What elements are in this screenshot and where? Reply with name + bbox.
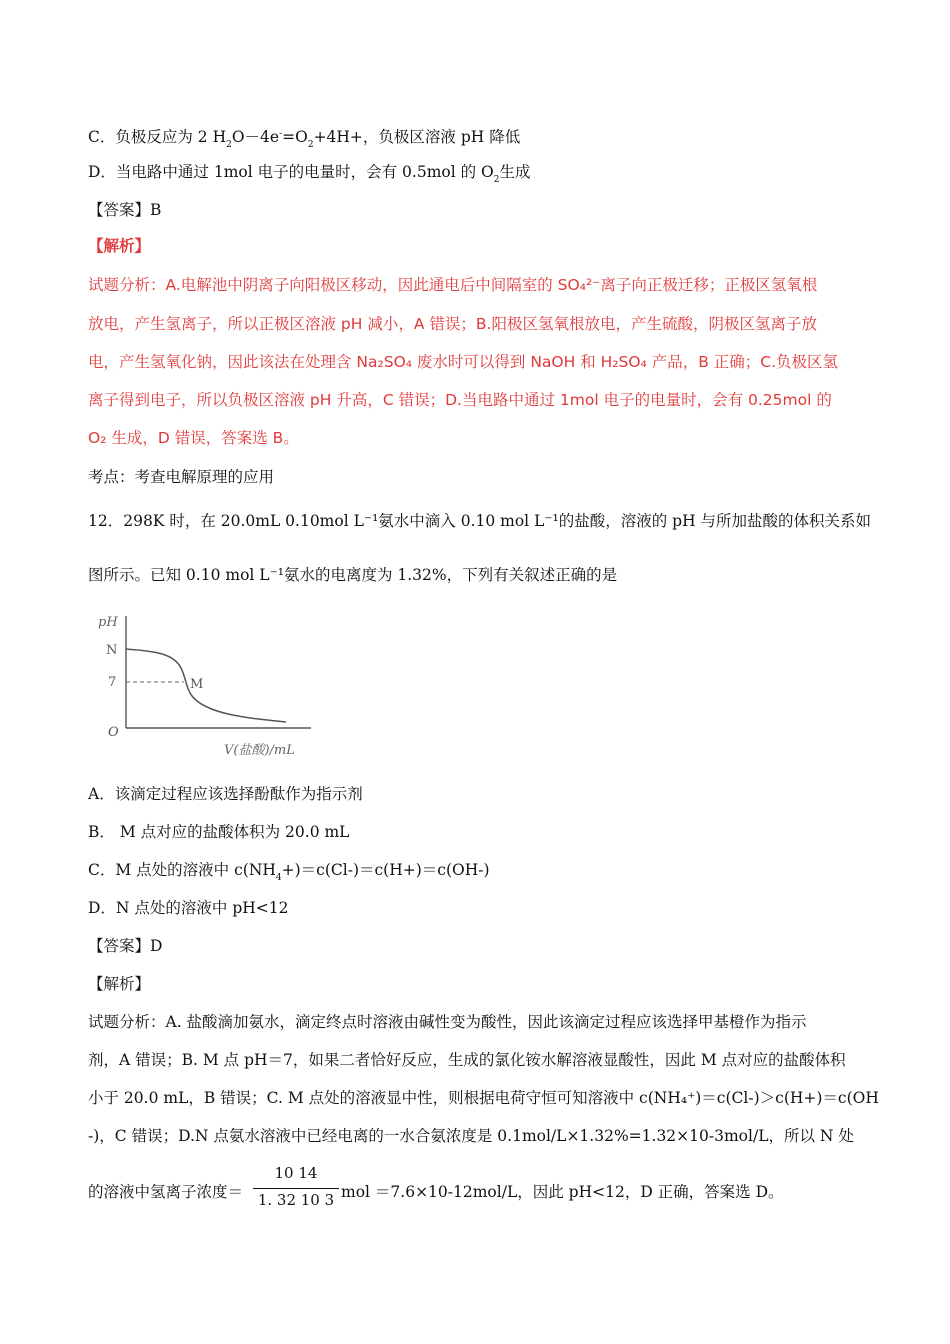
x-axis-label: V(盐酸)/mL [224,743,295,758]
q11-analysis-line-5: O₂ 生成，D 错误，答案选 B。 [88,429,299,447]
fraction-numerator: 10 14 [274,1164,318,1182]
q11-answer: 【答案】B [88,201,162,219]
n-label: N [106,643,118,658]
q11-analysis-line-3: 电，产生氢氧化钠，因此该法在处理含 Na₂SO₄ 废水时可以得到 NaOH 和 H₂SO₄ 产品，B 正确；C.负极区氢 [88,353,839,371]
q12-option-a: A．该滴定过程应该选择酚酞作为指示剂 [88,785,363,803]
q11-analysis-line-1: 试题分析：A.电解池中阴离子向阳极区移动，因此通电后中间隔室的 SO₄²⁻离子向正极迁移；正极区氢氧根 [88,276,818,294]
fraction-denominator: 1. 32 10 3 [257,1191,335,1209]
origin-label: O [108,725,119,740]
fraction-bar [253,1188,339,1189]
q12-analysis-line-4: -)，C 错误；D.N 点氨水溶液中已经电离的一水合氨浓度是 0.1mol/L×1.32%=1.32×10-3mol/L，所以 N 处 [88,1127,854,1145]
q12-option-d: D．N 点处的溶液中 pH<12 [88,899,289,917]
q11-option-d: D．当电路中通过 1mol 电子的电量时，会有 0.5mol 的 $O_2$生成 [88,163,531,185]
q12-analysis-line-3: 小于 20.0 mL，B 错误；C. M 点处的溶液显中性，则根据电荷守恒可知溶液中 c(NH₄⁺)＝c(Cl-)＞c(H+)＝c(OH [88,1089,879,1107]
y-axis-label: pH [98,615,118,630]
q12-stem-line-1: 12．298K 时，在 20.0mL 0.10mol L⁻¹氨水中滴入 0.10 mol L⁻¹的盐酸，溶液的 pH 与所加盐酸的体积关系如 [88,512,872,530]
q12-analysis-label: 【解析】 [88,975,151,993]
q12-option-c: C．M 点处的溶液中 $c(NH_4+)=c(Cl-)=c(H+)=c(OH-)$ [88,861,490,883]
q12-final-pre: 的溶液中氢离子浓度＝ [88,1183,244,1201]
q11-analysis-line-4: 离子得到电子，所以负极区溶液 pH 升高，C 错误；D.当电路中通过 1mol 电子的电量时，会有 0.25mol 的 [88,391,832,409]
q11-kaodian: 考点：考查电解原理的应用 [88,468,275,486]
seven-label: 7 [108,675,117,690]
q11-analysis-line-2: 放电，产生氢离子，所以正极区溶液 pH 减小，A 错误；B.阳极区氢氧根放电，产生硫酸，阴极区氢离子放 [88,315,817,333]
q12-titration-figure [96,606,346,766]
q12-option-b: B． M 点对应的盐酸体积为 20.0 mL [88,823,350,841]
q11-option-c: C．负极反应为 2 $H_2O-4e^-=O_2+4H+$，负极区溶液 pH 降低 [88,128,521,150]
q12-answer: 【答案】D [88,937,163,955]
hydrogen-ion-fraction [253,1164,339,1213]
q12-analysis-line-2: 剂，A 错误；B. M 点 pH＝7，如果二者恰好反应，生成的氯化铵水解溶液显酸性，因此 M 点对应的盐酸体积 [88,1051,846,1069]
m-label: M [190,677,204,692]
q12-stem-line-2: 图所示。已知 0.10 mol L⁻¹氨水的电离度为 1.32%，下列有关叙述正确的是 [88,566,618,584]
q12-analysis-line-1: 试题分析：A. 盐酸滴加氨水，滴定终点时溶液由碱性变为酸性，因此该滴定过程应该选择甲基橙作为指示 [88,1013,807,1031]
titration-curve [126,649,286,722]
q12-final-post: mol ＝7.6×10-12mol/L，因此 pH<12，D 正确，答案选 D。 [341,1183,784,1201]
q11-analysis-label: 【解析】 [88,237,151,255]
